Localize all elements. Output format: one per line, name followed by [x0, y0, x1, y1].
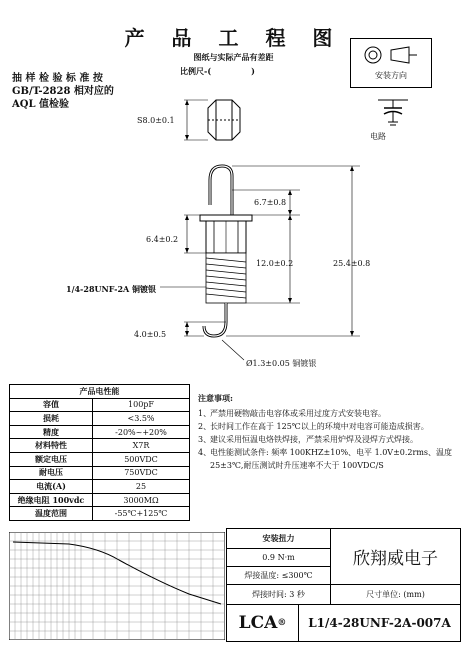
- dim-6-7: 6.7±0.8: [254, 198, 287, 207]
- property-row: [10, 466, 190, 480]
- dim-4-0: 4.0±0.5: [134, 330, 167, 339]
- property-name: 精度: [10, 425, 93, 439]
- note-number: 1、: [198, 409, 212, 418]
- property-row: [10, 398, 190, 412]
- property-name: 耐电压: [10, 466, 93, 480]
- note-number: 2、: [198, 422, 212, 431]
- inspection-line-2: GB/T-2828 相对应的: [12, 86, 114, 97]
- note-number: 3、: [198, 435, 212, 444]
- solder-time: 焊接时间: 3 秒: [227, 585, 331, 605]
- properties-title: 产品电性能: [10, 385, 190, 399]
- company-name: 欣翔威电子: [331, 529, 460, 585]
- property-value: 750VDC: [93, 466, 190, 480]
- note-item: [198, 420, 460, 433]
- note-item: [198, 446, 460, 472]
- property-value: -20%~+20%: [93, 425, 190, 439]
- property-name: 电流(A): [10, 480, 93, 494]
- property-value: 500VDC: [93, 452, 190, 466]
- dim-25-4: 25.4±0.8: [333, 259, 371, 268]
- part-number: L1/4-28UNF-2A-007A: [308, 616, 451, 630]
- property-value: <3.5%: [93, 412, 190, 426]
- dim-thread: 1/4-28UNF-2A 铜镀银: [66, 284, 156, 294]
- dim-12-0: 12.0±0.2: [256, 259, 294, 268]
- property-name: 容值: [10, 398, 93, 412]
- property-value: -55℃+125℃: [93, 507, 190, 521]
- property-name: 温度范围: [10, 507, 93, 521]
- property-row: [10, 493, 190, 507]
- circuit-label: 电路: [370, 132, 386, 141]
- property-name: 额定电压: [10, 452, 93, 466]
- electrical-properties-table: [9, 384, 190, 521]
- performance-graph: [9, 532, 225, 640]
- inspection-line-1: 抽 样 检 验 标 准 按: [12, 73, 103, 84]
- logo-text: LCA: [238, 613, 278, 633]
- notes-title: 注意事项:: [198, 393, 233, 403]
- disclaimer: 图纸与实际产品有差距: [193, 52, 274, 62]
- dim-6-4: 6.4±0.2: [146, 235, 179, 244]
- threaded-stud: [206, 253, 246, 303]
- torque-label: 安装扭力: [227, 529, 331, 549]
- property-value: 3000MΩ: [93, 493, 190, 507]
- property-row: [10, 425, 190, 439]
- logo: [227, 605, 299, 641]
- dim-hex: S8.0±0.1: [137, 116, 175, 125]
- note-text: 建议采用恒温电烙铁焊接，严禁采用炉焊及浸焊方式焊接。: [210, 435, 418, 444]
- solder-temp: 焊接温度: ≤300℃: [227, 567, 331, 585]
- hex-nut: [208, 100, 240, 140]
- scale-label: 比例尺-(: [180, 66, 212, 76]
- note-text: 电性能测试条件: 频率 100KHZ±10%、电平 1.0V±0.2rms、温度 25±3℃,耐压测试时升压速率不大于 100VDC/S: [210, 448, 453, 470]
- property-value: X7R: [93, 439, 190, 453]
- unit-label: 尺寸单位: (mm): [331, 585, 460, 605]
- property-name: 材料特性: [10, 439, 93, 453]
- property-row: [10, 507, 190, 521]
- property-value: 100pF: [93, 398, 190, 412]
- property-value: 25: [93, 480, 190, 494]
- scale-close: ): [251, 66, 255, 76]
- note-text: 长时间工作在高于 125℃以上的环境中对电容可能造成损害。: [210, 422, 429, 431]
- property-name: 损耗: [10, 412, 93, 426]
- note-item: [198, 433, 460, 446]
- dim-wire: Ø1.3±0.05 铜镀银: [246, 359, 317, 368]
- title-block: [226, 528, 461, 642]
- page-title: 产 品 工 程 图: [124, 26, 343, 50]
- property-row: [10, 439, 190, 453]
- torque-value: 0.9 N·m: [227, 549, 331, 567]
- property-row: [10, 480, 190, 494]
- note-text: 严禁用硬物敲击电容体或采用过度方式安装电容。: [210, 409, 386, 418]
- property-name: 绝缘电阻 100vdc: [10, 493, 93, 507]
- install-direction-label: 安装方向: [375, 71, 407, 80]
- note-item: [198, 407, 460, 420]
- inspection-line-3: AQL 值检验: [12, 99, 69, 110]
- property-row: [10, 452, 190, 466]
- property-row: [10, 412, 190, 426]
- registered-mark: ®: [277, 618, 287, 628]
- notes: [198, 392, 460, 472]
- note-number: 4、: [198, 448, 212, 457]
